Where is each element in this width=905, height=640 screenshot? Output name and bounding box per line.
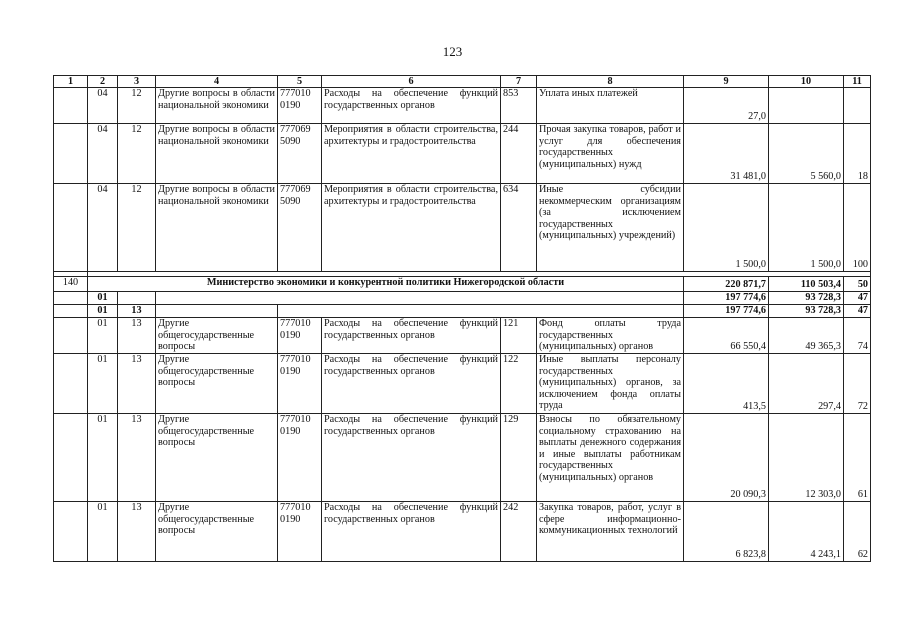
target-article-name: Расходы на обеспечение функций государственных органов [322,354,501,414]
target-article-code-part1: 777010 [280,318,311,329]
executed-amount [769,88,844,124]
target-article-code-part1: 777069 [280,124,311,135]
expense-type-name: Закупка товаров, работ, услуг в сфере информационно-коммуникационных технологий [537,502,684,562]
planned-amount: 197 774,6 [684,305,769,318]
table-row [54,88,871,124]
row-blank-cell [156,292,684,305]
section-code: 04 [88,88,118,124]
executed-amount: 12 303,0 [769,414,844,502]
expense-type-code: 122 [501,354,537,414]
target-article-code-part1: 777010 [280,502,311,513]
subsection-name: Другие общегосударственные вопросы [156,502,278,562]
target-article-code [278,354,322,414]
planned-amount: 31 481,0 [684,124,769,184]
planned-amount: 1 500,0 [684,184,769,272]
planned-amount: 413,5 [684,354,769,414]
target-article-code-part1: 777069 [280,184,311,195]
expense-type-name: Иные выплаты персоналу государственных (муниципальных) органов, за исключением фонда оплаты труда [537,354,684,414]
executed-amount: 93 728,3 [769,305,844,318]
table-row [54,414,871,502]
budget-table [53,75,871,562]
table-row [54,184,871,272]
col-header: 9 [684,76,769,88]
execution-percent: 72 [844,354,871,414]
target-article-name: Мероприятия в области строительства, архитектуры и градостроительства [322,184,501,272]
planned-amount: 27,0 [684,88,769,124]
section-code: 04 [88,184,118,272]
target-article-code [278,124,322,184]
section-code: 01 [88,318,118,354]
row-blank-cell [54,305,88,318]
target-article-code-part2: 5090 [280,195,301,207]
target-article-name: Расходы на обеспечение функций государственных органов [322,318,501,354]
target-article-name: Расходы на обеспечение функций государственных органов [322,414,501,502]
subsection-name: Другие общегосударственные вопросы [156,354,278,414]
col-header: 8 [537,76,684,88]
page-number: 123 [442,44,463,59]
col-header: 1 [54,76,88,88]
ministry-code: 140 [54,277,88,292]
target-article-code [278,414,322,502]
target-article-code-part2: 0190 [280,513,301,525]
expense-type-code: 244 [501,124,537,184]
expense-type-code: 242 [501,502,537,562]
section-code: 01 [88,305,118,318]
section-code: 04 [88,124,118,184]
col-header: 2 [88,76,118,88]
target-article-name: Расходы на обеспечение функций государственных органов [322,502,501,562]
execution-percent: 47 [844,292,871,305]
col-header: 11 [844,76,871,88]
table-row [54,354,871,414]
execution-percent: 61 [844,414,871,502]
row-blank-cell [278,305,684,318]
target-article-code-part1: 777010 [280,88,311,99]
target-article-code-part2: 5090 [280,135,301,147]
subsection-name: Другие вопросы в области национальной экономики [156,88,278,124]
expense-type-code: 121 [501,318,537,354]
ministry-title: Министерство экономики и конкурентной политики Нижегородской области [88,277,684,292]
row-blank-cell [54,502,88,562]
expense-type-code: 634 [501,184,537,272]
target-article-name: Мероприятия в области строительства, архитектуры и градостроительства [322,124,501,184]
target-article-code [278,184,322,272]
col-header: 5 [278,76,322,88]
subsection-name: Другие общегосударственные вопросы [156,414,278,502]
target-article-code-part2: 0190 [280,329,301,341]
row-blank-cell [54,414,88,502]
row-blank-cell [54,318,88,354]
subsection-code: 12 [118,124,156,184]
col-header: 3 [118,76,156,88]
target-article-code-part1: 777010 [280,414,311,425]
target-article-code [278,88,322,124]
subsection-code: 12 [118,184,156,272]
executed-amount: 93 728,3 [769,292,844,305]
subsection-code: 13 [118,354,156,414]
col-header: 6 [322,76,501,88]
subsection-code: 13 [118,318,156,354]
target-article-code [278,502,322,562]
table-row [54,502,871,562]
row-blank-cell [54,354,88,414]
row-blank-cell [118,292,156,305]
subsection-name: Другие вопросы в области национальной экономики [156,184,278,272]
planned-amount: 66 550,4 [684,318,769,354]
row-blank-cell [54,124,88,184]
subsection-code: 13 [118,305,156,318]
row-blank-cell [54,184,88,272]
executed-amount: 49 365,3 [769,318,844,354]
planned-amount: 20 090,3 [684,414,769,502]
executed-amount: 1 500,0 [769,184,844,272]
column-number-row [54,76,871,88]
subsection-row [54,305,871,318]
section-code: 01 [88,292,118,305]
expense-type-name: Фонд оплаты труда государственных (муниципальных) органов [537,318,684,354]
target-article-code [278,318,322,354]
expense-type-name: Взносы по обязательному социальному страхованию на выплаты денежного содержания и иные выплаты работникам государственных (муниципальных) органов [537,414,684,502]
table-row [54,318,871,354]
executed-amount: 297,4 [769,354,844,414]
subsection-name: Другие вопросы в области национальной экономики [156,124,278,184]
col-header: 4 [156,76,278,88]
col-header: 10 [769,76,844,88]
execution-percent: 18 [844,124,871,184]
executed-amount: 4 243,1 [769,502,844,562]
row-blank-cell [156,305,278,318]
ministry-row [54,277,871,292]
expense-type-name: Уплата иных платежей [537,88,684,124]
target-article-code-part1: 777010 [280,354,311,365]
execution-percent: 74 [844,318,871,354]
section-row [54,292,871,305]
target-article-code-part2: 0190 [280,365,301,377]
target-article-code-part2: 0190 [280,425,301,437]
planned-amount: 197 774,6 [684,292,769,305]
execution-percent [844,88,871,124]
expense-type-code: 129 [501,414,537,502]
row-blank-cell [54,292,88,305]
section-code: 01 [88,354,118,414]
planned-amount: 220 871,7 [684,277,769,292]
target-article-name: Расходы на обеспечение функций государственных органов [322,88,501,124]
table-row [54,124,871,184]
row-blank-cell [54,88,88,124]
expense-type-name: Иные субсидии некоммерческим организациям (за исключением государственных (муниципальных) учреждений) [537,184,684,272]
execution-percent: 47 [844,305,871,318]
executed-amount: 5 560,0 [769,124,844,184]
target-article-code-part2: 0190 [280,99,301,111]
subsection-name: Другие общегосударственные вопросы [156,318,278,354]
col-header: 7 [501,76,537,88]
execution-percent: 100 [844,184,871,272]
expense-type-code: 853 [501,88,537,124]
execution-percent: 50 [844,277,871,292]
planned-amount: 6 823,8 [684,502,769,562]
section-code: 01 [88,502,118,562]
subsection-code: 13 [118,414,156,502]
expense-type-name: Прочая закупка товаров, работ и услуг для обеспечения государственных (муниципальных) нужд [537,124,684,184]
section-code: 01 [88,414,118,502]
executed-amount: 110 503,4 [769,277,844,292]
subsection-code: 12 [118,88,156,124]
execution-percent: 62 [844,502,871,562]
subsection-code: 13 [118,502,156,562]
